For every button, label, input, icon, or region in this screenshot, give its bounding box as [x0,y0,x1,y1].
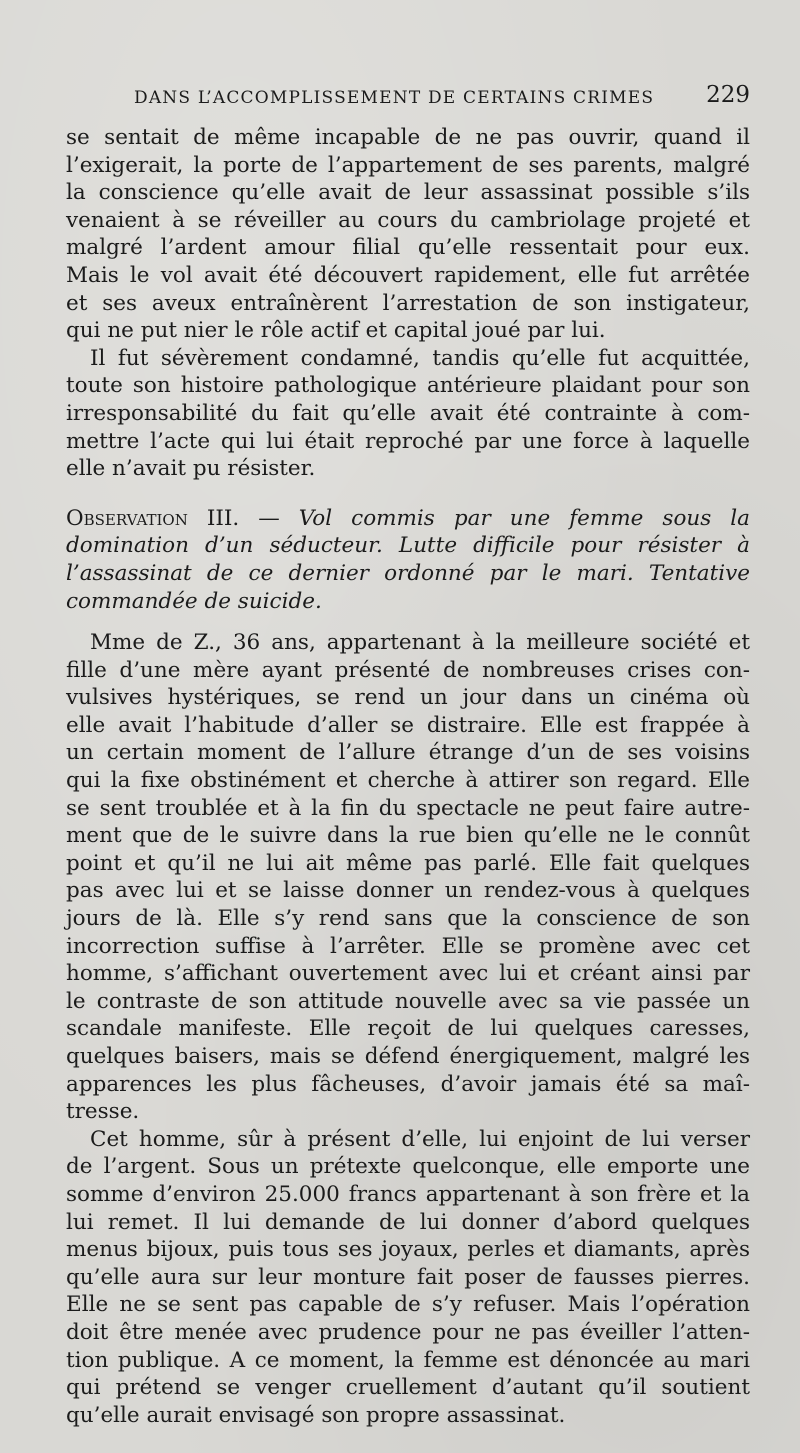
text-line: venaient à se réveiller au cours du cambriolage projeté et [66,207,750,233]
text-line: Elle ne se sent pas capable de s’y refuser. Mais l’opération [66,1292,750,1318]
text-line: se sentait de même incapable de ne pas ouvrir, quand il [66,125,750,150]
text-line: menus bijoux, puis tous ses joyaux, perles et diamants, après [66,1237,750,1263]
text-line: la conscience qu’elle avait de leur assassinat possible s’ils [66,180,750,206]
text-line: qui ne put nier le rôle actif et capital joué par lui. [66,318,606,344]
section-spacer [66,615,750,629]
page-number: 229 [706,82,750,108]
text-line: vulsives hystériques, se rend un jour dans un cinéma où [66,685,750,711]
observation-heading-line [66,505,750,533]
text-line: et ses aveux entraînèrent l’arrestation de son instigateur, [66,290,750,316]
observation-title-line: domination d’un séducteur. Lutte difficile pour résister à [66,533,750,559]
text-line: malgré l’ardent amour filial qu’elle ressentait pour eux. [66,235,750,261]
text-line: Il fut sévèrement condamné, tandis qu’elle fut acquittée, [90,345,750,371]
text-line: ment que de le suivre dans la rue bien qu’elle ne le connût [66,823,750,849]
observation-title-line: l’assassinat de ce dernier ordonné par le mari. Tentative [66,560,750,586]
text-line: point et qu’il ne lui ait même pas parlé. Elle fait quelques [66,850,750,876]
text-line: apparences les plus fâcheuses, d’avoir jamais été sa maî- [66,1071,750,1097]
text-line: irresponsabilité du fait qu’elle avait été contrainte à com- [66,400,750,426]
text-line: se sent troublée et à la fin du spectacle ne peut faire autre- [66,795,750,821]
text-line: elle avait l’habitude d’aller se distraire. Elle est frappée à [66,712,750,738]
observation-heading [66,505,750,615]
text-line: mettre l’acte qui lui était reproché par une force à laquelle [66,428,750,454]
text-line: qu’elle aurait envisagé son propre assassinat. [66,1402,566,1428]
text-line: Mme de Z., 36 ans, appartenant à la meilleure société et [90,630,750,656]
paragraph-condemnation [66,345,750,483]
paragraph-continued [66,124,750,345]
text-line: l’exigerait, la porte de l’appartement de ses parents, malgré [66,152,750,178]
text-line: incorrection suffise à l’arrêter. Elle se promène avec cet [66,933,750,959]
text-line: tion publique. A ce moment, la femme est dénoncée au mari [66,1347,750,1373]
text-line: qui prétend se venger cruellement d’autant qu’il soutient [66,1375,750,1401]
text-line: fille d’une mère ayant présenté de nombreuses crises con- [66,657,750,683]
text-line: le contraste de son attitude nouvelle avec sa vie passée un [66,988,750,1014]
text-line: tresse. [66,1099,140,1125]
running-head [134,82,750,112]
paragraph-case-description [66,629,750,1126]
text-line: Cet homme, sûr à présent d’elle, lui enjoint de lui verser [90,1126,750,1152]
text-line: somme d’environ 25.000 francs appartenant à son frère et la [66,1181,750,1207]
section-spacer [66,483,750,505]
text-line: de l’argent. Sous un prétexte quelconque, elle emporte une [66,1154,750,1180]
text-line: qui la fixe obstinément et cherche à attirer son regard. Elle [66,768,750,794]
text-line: homme, s’affichant ouvertement avec lui et créant ainsi par [66,961,750,987]
text-line: qu’elle aura sur leur monture fait poser de fausses pierres. [66,1264,750,1290]
paragraph-extortion [66,1126,750,1430]
text-line: pas avec lui et se laisse donner un rendez-vous à quelques [66,878,750,904]
observation-title-start: Vol commis par une femme sous la [298,505,751,531]
observation-label: Observation III. [66,505,240,531]
text-line: toute son histoire pathologique antérieure plaidant pour son [66,373,750,399]
running-title: DANS L’ACCOMPLISSEMENT DE CERTAINS CRIMES [134,88,655,108]
text-line: doit être menée avec prudence pour ne pas éveiller l’atten- [66,1319,750,1345]
text-line: jours de là. Elle s’y rend sans que la conscience de son [66,906,750,932]
body-text [66,124,750,1429]
text-line: scandale manifeste. Elle reçoit de lui quelques caresses, [66,1016,750,1042]
text-line: Mais le vol avait été découvert rapidement, elle fut arrêtée [66,262,750,288]
text-line: un certain moment de l’allure étrange d’un de ses voisins [66,740,750,766]
observation-dash: — [239,505,299,531]
text-line: quelques baisers, mais se défend énergiquement, malgré les [66,1044,750,1069]
text-line: elle n’avait pu résister. [66,456,316,482]
observation-title-line: commandée de suicide. [66,588,322,614]
text-line: lui remet. Il lui demande de lui donner d’abord quelques [66,1209,750,1235]
